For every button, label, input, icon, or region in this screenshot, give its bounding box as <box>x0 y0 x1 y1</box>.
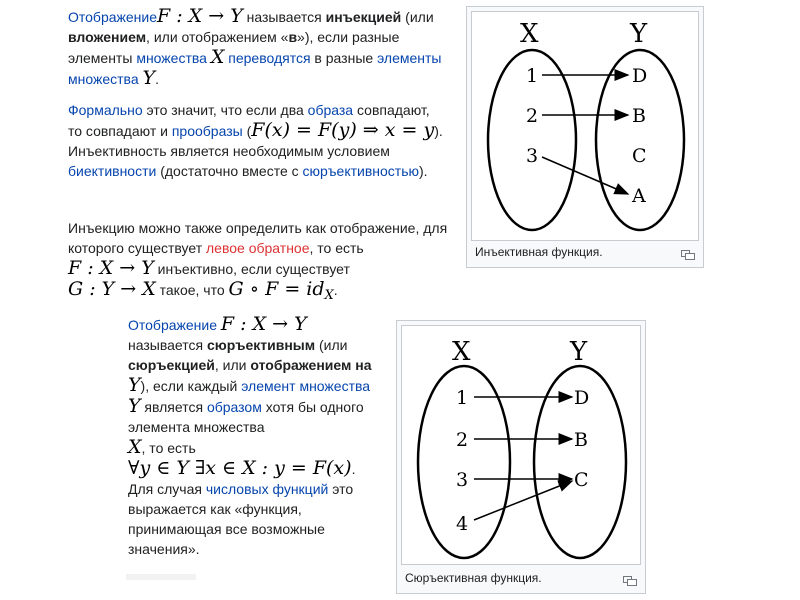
link-biektivnosti[interactable]: биективности <box>68 163 157 179</box>
link-mnozhestva-2[interactable]: множества <box>68 71 139 87</box>
codomain-label: C <box>574 469 589 491</box>
link-chislovyh-funkcij[interactable]: числовых функций <box>205 481 329 497</box>
text: называется <box>242 9 326 25</box>
domain-label: 1 <box>456 387 469 409</box>
math-map-g: G : Y → X <box>68 278 156 300</box>
text: , или <box>214 357 251 373</box>
term-v: в <box>288 29 298 45</box>
text: , то есть <box>309 240 364 256</box>
set-y-label: Y <box>630 19 648 49</box>
term-syurektivnym: сюръективным <box>206 337 316 353</box>
codomain-label: D <box>574 387 590 409</box>
link-syurektivnostyu[interactable]: сюръективностью <box>302 163 420 179</box>
surjective-paragraph <box>128 314 380 559</box>
injective-paragraph-2 <box>68 100 446 181</box>
text: ). Инъективность является необходимым условием <box>68 123 443 159</box>
term-injection: инъекцией <box>325 9 402 25</box>
math-x: X <box>128 436 142 458</box>
text: инъективно, если существует <box>153 261 350 277</box>
link-otobrazhenie-2[interactable]: Отображение <box>128 317 218 333</box>
link-formalno[interactable]: Формально <box>68 102 143 118</box>
text: хотя бы одного элемента множества <box>128 399 364 435</box>
set-y-label: Y <box>570 337 588 367</box>
text: Инъекцию можно также определить как отображение, для которого существует <box>68 220 448 256</box>
domain-label: 4 <box>456 513 469 535</box>
magnify-icon[interactable] <box>623 573 637 583</box>
math-map: F : X → Y <box>157 5 243 27</box>
codomain-label: B <box>574 429 588 451</box>
math-formula-surjective: ∀y ∈ Y ∃x ∈ X : y = F(x) <box>128 457 352 479</box>
codomain-label: C <box>632 145 647 167</box>
surjective-diagram-frame <box>401 325 641 565</box>
math-formula-injective: F(x) = F(y) ⇒ x = y <box>251 119 435 141</box>
text: . <box>155 71 159 87</box>
text: . <box>351 461 356 477</box>
mapping-arrow <box>542 157 628 194</box>
text: , то есть <box>141 440 196 456</box>
injective-figure <box>466 6 704 268</box>
text: ). <box>419 163 428 179</box>
injective-caption: Инъективная функция. <box>475 245 603 259</box>
link-levoe-obratnoe[interactable]: левое обратное <box>206 240 310 256</box>
text: , или отображением « <box>146 29 289 45</box>
injective-diagram-frame <box>471 11 699 241</box>
math-subscript-x: X <box>324 287 334 303</box>
term-syurekciey: сюръекцией <box>128 357 215 373</box>
math-y: Y <box>128 395 141 417</box>
math-map-f: F : X → Y <box>68 257 154 279</box>
codomain-label: A <box>632 185 646 207</box>
mapping-arrow <box>474 481 572 520</box>
scroll-fade <box>126 574 196 580</box>
injective-paragraph-1 <box>68 6 446 89</box>
domain-label: 2 <box>456 429 469 451</box>
text: называется <box>128 337 207 353</box>
text: ( <box>242 123 252 139</box>
math-map-surj: F : X → Y <box>220 313 307 335</box>
link-elementy[interactable]: элементы <box>377 50 442 66</box>
link-mnozhestva-3[interactable]: множества <box>299 378 371 394</box>
math-x: X <box>210 46 225 68</box>
text: (или <box>401 9 434 25</box>
magnify-icon[interactable] <box>681 247 695 257</box>
surjective-figure <box>396 320 646 594</box>
domain-label: 3 <box>456 469 469 491</box>
link-mnozhestva[interactable]: множества <box>136 50 207 66</box>
set-x-label: X <box>452 337 471 367</box>
codomain-label: D <box>632 65 648 87</box>
injective-paragraph-3 <box>68 218 453 306</box>
text: является <box>140 399 207 415</box>
link-obraza[interactable]: образа <box>307 102 354 118</box>
set-x-label: X <box>520 19 539 49</box>
surjective-caption: Сюръективная функция. <box>405 571 542 585</box>
text: ), если каждый <box>140 378 242 394</box>
math-y: Y <box>128 374 141 396</box>
math-composition: G ∘ F = id <box>228 278 325 300</box>
link-proobrazy[interactable]: прообразы <box>171 123 243 139</box>
codomain-label: B <box>632 105 646 127</box>
text: в разные <box>310 50 378 66</box>
link-otobrazhenie[interactable]: Отображение <box>68 9 158 25</box>
link-element[interactable]: элемент <box>241 378 296 394</box>
text: совпадают, то совпадают и <box>68 102 430 139</box>
text: (достаточно вместе с <box>156 163 303 179</box>
term-vlozhenie: вложением <box>68 29 147 45</box>
domain-label: 1 <box>526 65 539 87</box>
domain-label: 3 <box>526 145 539 167</box>
text: такое, что <box>155 282 229 298</box>
math-y: Y <box>142 67 156 89</box>
text: »), если разные элементы <box>68 29 400 66</box>
surjective-diagram <box>402 326 640 564</box>
link-obrazom[interactable]: образом <box>206 399 262 415</box>
domain-label: 2 <box>526 105 539 127</box>
text: Для случая <box>128 481 206 497</box>
term-otobrazheniem-na: отображением на <box>250 357 372 373</box>
text: это выражается как «функция, принимающая все возможные значения». <box>128 481 354 557</box>
text: это значит, что если два <box>142 102 308 118</box>
link-perevodyatsya[interactable]: переводятся <box>228 50 311 66</box>
text: (или <box>315 337 348 353</box>
text: . <box>333 282 338 298</box>
injective-diagram <box>472 12 698 240</box>
